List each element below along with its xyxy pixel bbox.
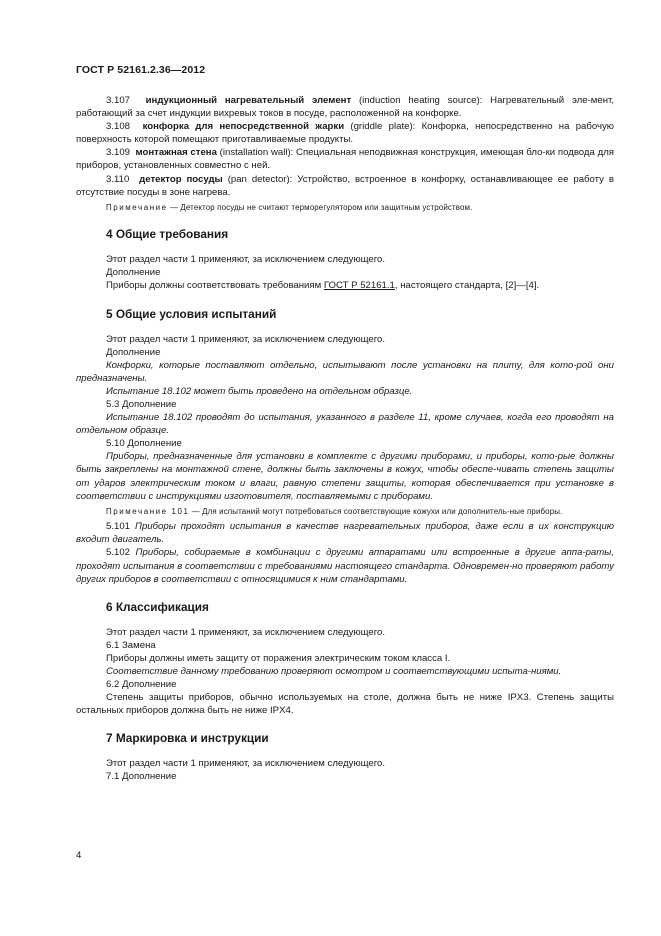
def-number: 3.109 <box>106 147 131 159</box>
definition-3-107 <box>76 94 614 120</box>
def-term: детектор посуды <box>139 173 223 185</box>
standard-link[interactable]: ГОСТ Р 52161.1 <box>323 280 395 292</box>
def-text: (installation wall): Специальная неподвижная конструкция, имеющая бло-ки подвода для приборов, установленных совместно с ней. <box>76 147 614 172</box>
paragraph: Приборы, предназначенные для установки в комплекте с другими приборами, и приборы, кото-рые должны быть закреплены на монтажной стене, должны быть заключены в кожух, чтобы обеспе-чивать степень защиты от ударов электрическим током и влаги, равную степени защиты, которая обеспечивается при установке в соответствии с инструкциями изготовителя, поставляемыми с приборами. <box>76 451 614 502</box>
definition-3-110 <box>76 173 614 199</box>
def-term: монтажная стена <box>135 147 217 159</box>
paragraph: Дополнение <box>106 346 161 358</box>
paragraph: Испытание 18.102 проводят до испытания, указанного в разделе 11, кроме случаев, когда его проводят на отдельном образце. <box>76 412 614 437</box>
section-7-heading: 7 Маркировка и инструкции <box>106 731 269 746</box>
paragraph: 6.1 Замена <box>106 639 156 651</box>
definition-3-108 <box>76 120 614 146</box>
note-text: — Для испытаний могут потребоваться соответствующие кожухи или дополнитель-ные приборы. <box>189 506 563 516</box>
def-number: 3.107 <box>106 95 131 106</box>
paragraph: 5.10 Дополнение <box>106 438 182 450</box>
def-text: (pan detector): Устройство, встроенное в конфорку, останавливающее ее работу в отсутствие посуды в зоне нагрева. <box>76 173 615 198</box>
text: , настоящего стандарта, [2]—[4]. <box>394 280 540 292</box>
text: Приборы должны соответствовать требованиям <box>106 280 324 292</box>
clause-number: 5.101 <box>106 521 131 533</box>
text: Приборы проходят испытания в качестве нагревательных приборов, даже если в их конструкцию входит двигатель. <box>76 521 614 546</box>
note-label: Примечание 101 <box>106 506 190 516</box>
section-5-heading: 5 Общие условия испытаний <box>106 306 277 321</box>
paragraph: 5.3 Дополнение <box>106 399 177 410</box>
section-6-heading: 6 Классификация <box>106 599 209 614</box>
paragraph: Приборы должны иметь защиту от поражения электрическим током класса I. <box>106 652 451 664</box>
paragraph: Этот раздел части 1 применяют, за исключением следующего. <box>106 758 386 770</box>
paragraph <box>76 520 614 546</box>
paragraph <box>76 546 614 585</box>
paragraph: Этот раздел части 1 применяют, за исключением следующего. <box>106 254 386 266</box>
def-term: конфорка для непосредственной жарки <box>142 121 345 133</box>
def-number: 3.108 <box>106 121 131 133</box>
paragraph: 6.2 Дополнение <box>106 679 177 691</box>
section-4-heading: 4 Общие требования <box>106 227 229 242</box>
note-text: — Детектор посуды не считают терморегулятором или защитным устройством. <box>167 202 473 212</box>
paragraph <box>76 279 614 292</box>
page-number: 4 <box>76 850 82 861</box>
clause-number: 5.102 <box>106 547 131 559</box>
document-header: ГОСТ Р 52161.2.36—2012 <box>76 64 206 76</box>
def-text: (induction heating source): Нагревательный эле-мент, работающий за счет индукции вихревых токов в посуде, расположенной на конфорке. <box>76 95 615 120</box>
definition-3-109 <box>76 146 614 172</box>
def-number: 3.110 <box>106 173 130 185</box>
note-label: Примечание <box>106 202 168 212</box>
paragraph: Дополнение <box>106 267 161 279</box>
text: Приборы, собираемые в комбинации с другими аппаратами или встроенные в другие аппа-раты, проходят испытания в соответствии с требованиями настоящего стандарта. Одновремен-но проверяют работу других приборов в соответствии с относящимися к ним стандартами. <box>76 547 614 585</box>
paragraph: Этот раздел части 1 применяют, за исключением следующего. <box>106 626 386 638</box>
paragraph: Конфорки, которые поставляют отдельно, испытывают после установки на плиту, для кото-рой они предназначены. <box>76 359 614 384</box>
def-text: (griddle plate): Конфорка, непосредственно на рабочую поверхность которой помещают приготавливаемые продукты. <box>76 121 614 146</box>
paragraph: Этот раздел части 1 применяют, за исключением следующего. <box>106 333 386 345</box>
paragraph: Соответствие данному требованию проверяют осмотром и соответствующими испыта-ниями. <box>106 666 562 677</box>
def-term: индукционный нагревательный элемент <box>145 95 352 106</box>
paragraph: Испытание 18.102 может быть проведено на отдельном образце. <box>106 385 413 397</box>
paragraph: 7.1 Дополнение <box>106 771 177 783</box>
document-body <box>76 94 614 784</box>
note-pan-detector <box>76 202 614 214</box>
note-101 <box>76 506 614 518</box>
paragraph: Степень защиты приборов, обычно используемых на столе, должна быть не ниже IPX3. Степень защиты остальных приборов должна быть не ниже IPX4. <box>76 692 614 717</box>
